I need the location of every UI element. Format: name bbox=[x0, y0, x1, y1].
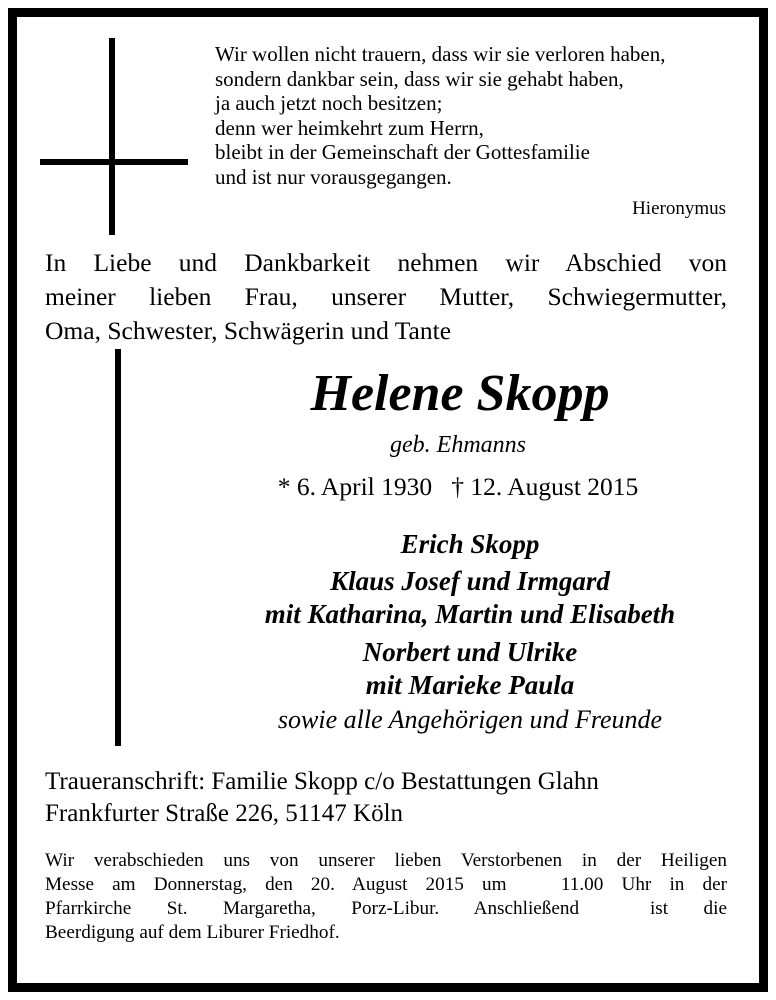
intro-text bbox=[45, 246, 727, 348]
mourner-line: Norbert und Ulrike bbox=[362, 637, 578, 667]
address-line: Traueranschrift: Familie Skopp c/o Bestattungen Glahn bbox=[45, 768, 599, 795]
service-info bbox=[45, 849, 727, 945]
mourner-group bbox=[205, 565, 735, 631]
service-line: Beerdigung auf dem Liburer Friedhof. bbox=[45, 922, 340, 943]
maiden-name: geb. Ehmanns bbox=[390, 432, 526, 458]
poem-line: denn wer heimkehrt zum Herrn, bbox=[215, 115, 484, 140]
service-line: Pfarrkirche St. Margaretha, Porz-Libur. Anschließend ist die bbox=[45, 898, 727, 919]
service-line: Messe am Donnerstag, den 20. August 2015 um 11.00 Uhr in der bbox=[45, 874, 727, 895]
address-line: Frankfurter Straße 226, 51147 Köln bbox=[45, 800, 404, 827]
mourner-line: Klaus Josef und Irmgard bbox=[330, 566, 610, 596]
cross-horizontal-bar bbox=[40, 159, 188, 165]
mourner-line: Erich Skopp bbox=[400, 529, 540, 559]
mourner-line: mit Marieke Paula bbox=[365, 670, 575, 700]
mourner-line: mit Katharina, Martin und Elisabeth bbox=[264, 599, 676, 629]
poem-author: Hieronymus bbox=[632, 198, 726, 219]
cross-vertical-bar bbox=[109, 38, 115, 235]
service-line: Wir verabschieden uns von unserer lieben Verstorbenen in der Heiligen bbox=[45, 850, 727, 871]
intro-line: Oma, Schwester, Schwägerin und Tante bbox=[45, 316, 452, 345]
mourner-group bbox=[205, 636, 735, 702]
life-dates: * 6. April 1930 † 12. August 2015 bbox=[277, 472, 639, 501]
mourning-address bbox=[45, 766, 599, 830]
poem-line: ja auch jetzt noch besitzen; bbox=[215, 91, 443, 115]
mourner-group bbox=[205, 528, 735, 561]
intro-line: In Liebe und Dankbarkeit nehmen wir Abschied von bbox=[45, 248, 727, 277]
poem-line: bleibt in der Gemeinschaft der Gottesfamilie bbox=[215, 140, 590, 164]
decorative-side-bar bbox=[115, 349, 121, 746]
poem-line: und ist nur vorausgegangen. bbox=[215, 164, 452, 189]
intro-line: meiner lieben Frau, unserer Mutter, Schwiegermutter, bbox=[45, 282, 727, 311]
other-mourners: sowie alle Angehörigen und Freunde bbox=[277, 705, 663, 734]
deceased-name: Helene Skopp bbox=[310, 365, 610, 422]
poem-line: sondern dankbar sein, dass wir sie gehabt haben, bbox=[215, 66, 624, 91]
poem-line: Wir wollen nicht trauern, dass wir sie verloren haben, bbox=[215, 42, 666, 66]
poem bbox=[215, 42, 725, 189]
